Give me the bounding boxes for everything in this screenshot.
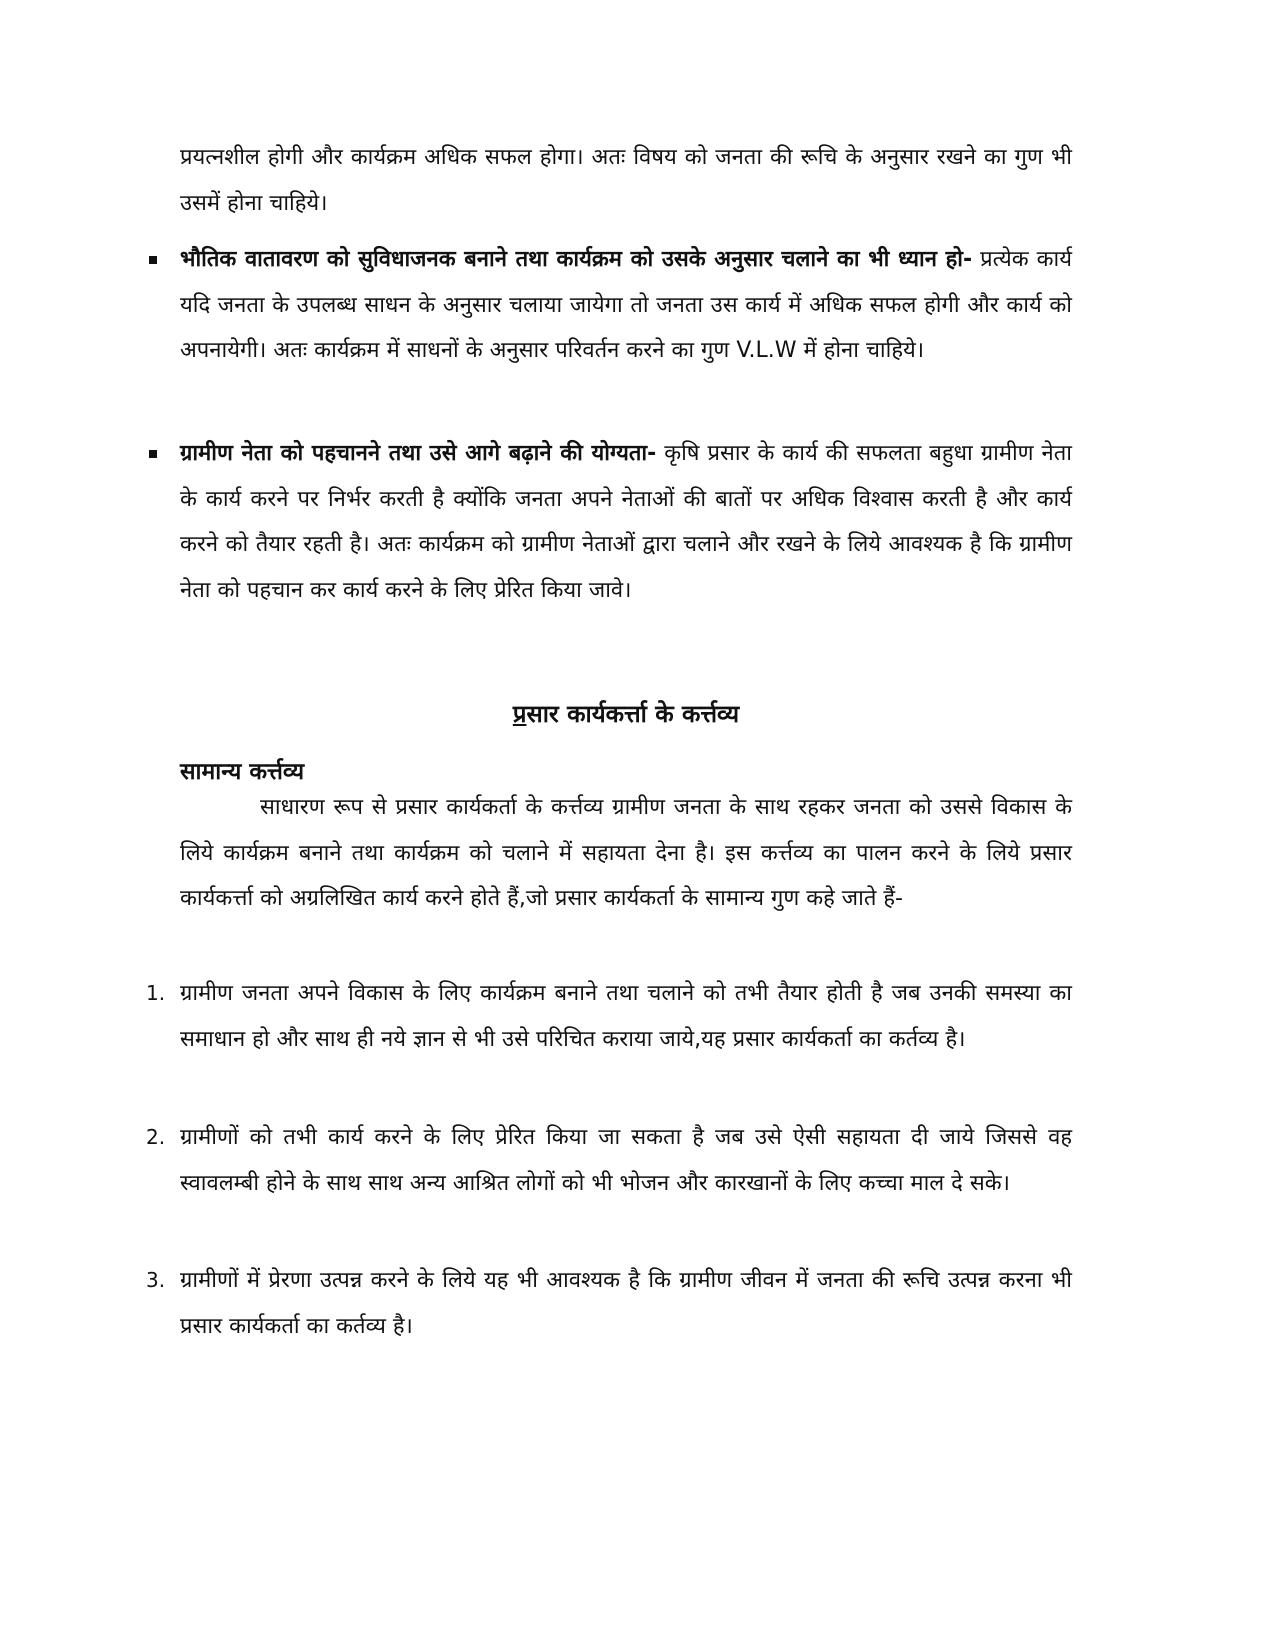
bullet-item-physical-environment	[180, 237, 1072, 374]
section-heading	[180, 694, 1072, 734]
list-number: 1.	[146, 981, 166, 1005]
bullet-item-rural-leader	[180, 431, 1072, 613]
list-number: 3.	[146, 1268, 166, 1292]
intro-text: प्रयत्नशील होगी और कार्यक्रम अधिक सफल होगा। अतः विषय को जनता की रूचि के अनुसार रखने का गुण भी उसमें होना चाहिये।	[180, 145, 1072, 216]
section-heading-rest: सार कार्यकर्त्ता के कर्त्तव्य	[526, 700, 740, 728]
list-number: 2.	[146, 1125, 166, 1149]
intro-paragraph	[180, 135, 1072, 226]
list-item: ग्रामीण जनता अपने विकास के लिए कार्यक्रम बनाने तथा चलाने को तभी तैयार होती है जब उनकी समस्या का समाधान हो और साथ ही नये ज्ञान से भी उसे परिचित कराया जाये,यह प्रसार कार्यकर्ता का कर्तव्य है।	[180, 981, 1072, 1052]
bullet-lead: भौतिक वातावरण को सुविधाजनक बनाने तथा कार्यक्रम को उसके अनुसार चलाने का भी ध्यान हो-	[180, 247, 973, 272]
bullet-text: कृषि प्रसार के कार्य की सफलता बहुधा ग्रामीण नेता के कार्य करने पर निर्भर करती है क्योंकि जनता अपने नेताओं की बातों पर अधिक विश्वास करती है और कार्य करने को तैयार रहती है। अतः कार्यक्रम को ग्रामीण नेताओं द्वारा चलाने और रखने के लिये आवश्यक है कि ग्रामीण नेता को पहचान कर कार्य करने के लिए प्रेरित किया जावे।	[180, 441, 1072, 603]
bullet-lead: ग्रामीण नेता को पहचानने तथा उसे आगे बढ़ाने की योग्यता-	[180, 441, 657, 466]
list-item: ग्रामीणों में प्रेरणा उत्पन्न करने के लिये यह भी आवश्यक है कि ग्रामीण जीवन में जनता की रूचि उत्पन्न करना भी प्रसार कार्यकर्ता का कर्तव्य है।	[180, 1268, 1072, 1339]
bullet-square-icon	[149, 450, 157, 458]
list-item: ग्रामीणों को तभी कार्य करने के लिए प्रेरित किया जा सकता है जब उसे ऐसी सहायता दी जाये जिससे वह स्वावलम्बी होने के साथ साथ अन्य आश्रित लोगों को भी भोजन और कारखानों के लिए कच्चा माल दे सके।	[180, 1125, 1072, 1196]
bullet-square-icon	[149, 256, 157, 264]
sub-heading: सामान्य कर्त्तव्य	[180, 759, 305, 785]
general-duties-paragraph: साधारण रूप से प्रसार कार्यकर्ता के कर्त्तव्य ग्रामीण जनता के साथ रहकर जनता को उससे विकास के लिये कार्यक्रम बनाने तथा कार्यक्रम को चलाने में सहायता देना है। इस कर्त्तव्य का पालन करने के लिये प्रसार कार्यकर्त्ता को अग्रलिखित कार्य करने होते हैं,जो प्रसार कार्यकर्ता के सामान्य गुण कहे जाते हैं-	[180, 795, 1072, 911]
bullet-text: प्रत्येक कार्य यदि जनता के उपलब्ध साधन के अनुसार चलाया जायेगा तो जनता उस कार्य में अधिक सफल होगी और कार्य को अपनायेगी। अतः कार्यक्रम में साधनों के अनुसार परिवर्तन करने का गुण V.L.W में होना चाहिये।	[180, 247, 1072, 363]
section-heading-underlined: प्र	[512, 700, 527, 728]
